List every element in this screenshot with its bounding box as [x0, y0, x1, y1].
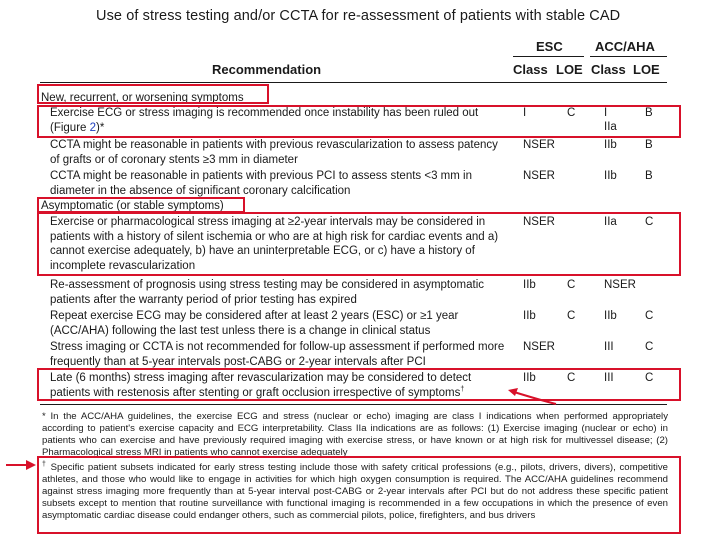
esc-class: IIb [523, 279, 536, 291]
arrow-to-footnote-icon [4, 458, 38, 472]
acc-loe: C [645, 372, 654, 384]
acc-loe: B [645, 107, 653, 119]
table-row: Stress imaging or CCTA is not recommended for follow-up assessment if performed more frequently than at 5-year intervals post-CABG or 2-year intervals after PCI [50, 341, 505, 368]
esc-loe: C [567, 310, 576, 322]
esc-loe: C [567, 372, 576, 384]
esc-class: IIb [523, 310, 536, 322]
acc-loe: C [645, 216, 654, 228]
highlight-row-stress-imaging [37, 212, 681, 276]
row-text: Late (6 months) stress imaging after revascularization may be considered to detect patients with restenosis after stenting or graft occlusion irrespective of symptoms [50, 372, 472, 399]
arrow-to-dagger-icon [500, 384, 560, 408]
esc-header: ESC [536, 39, 563, 54]
header-bottom-rule [40, 82, 667, 83]
esc-loe: C [567, 107, 576, 119]
esc-class: I [523, 107, 527, 119]
table-row: Re-assessment of prognosis using stress testing may be considered in asymptomatic patients after the warranty period of prior testing has expired [50, 279, 485, 306]
esc-class: NSER [523, 216, 555, 228]
esc-class: NSER [523, 139, 555, 151]
acc-loe: C [645, 341, 654, 353]
footnote-asterisk: * In the ACC/AHA guidelines, the exercise ECG and stress (nuclear or echo) imaging are class I indications when performed appropriately according to patient's exercise capacity and ECG interpretability. Class IIa indications are as follows: (1) Exercise imaging (nuclear or echo) in patients who can exercise and have previously required imaging with exercise stress, or have known or at high risk for multivessel disease; (2) Pharmacological stress MRI in patients who cannot exercise adequately [42, 411, 668, 456]
acc-class-header: Class [591, 62, 626, 77]
recommendation-header: Recommendation [212, 62, 322, 77]
esc-class: NSER [523, 341, 555, 353]
table-row: CCTA might be reasonable in patients with previous revascularization to assess patency of grafts or of coronary stents ≥3 mm in diameter [50, 139, 498, 166]
highlight-row-exercise-ecg [37, 105, 681, 138]
highlight-section-new-symptoms [37, 84, 269, 104]
acc-class: NSER [604, 279, 636, 291]
acc-class: III [604, 341, 614, 353]
esc-loe-header: LOE [556, 62, 583, 77]
row-text: (Figure [50, 121, 90, 134]
table-row: Exercise or pharmacological stress imaging at ≥2-year intervals may be considered in patients with a history of silent ischemia or who are at high risk for cardiac events and a) cannot exercise adequately, b) have an uninterpretable ECG, or c) have a history of incomplete revascularization [50, 216, 499, 272]
dagger-mark: † [460, 385, 465, 393]
footnote-dagger-mark: † [42, 460, 47, 468]
acc-class: III [604, 372, 614, 384]
esc-loe: C [567, 279, 576, 291]
acc-loe: C [645, 310, 654, 322]
acc-class: IIb [604, 310, 617, 322]
footnote-dagger: † Specific patient subsets indicated for early stress testing include those with safety critical professions (e.g., pilots, drivers, divers), competitive athletes, and those who would like to engage in activities for which high oxygen consumption is required. The ACC/AHA guidelines recommend against stress imaging more frequently than at 5-year interval post-CABG or 2-year intervals after PCI but do not address these specific patient subsets except to mention that routine surveillance with functional imaging is recommended in a few occupations in which the presence of even asymptomatic cardiac disease could endanger others, such as commercial pilots, police, firefighters, and bus drivers [42, 460, 668, 521]
section-new-symptoms: New, recurrent, or worsening symptoms [41, 92, 244, 104]
table-row: Repeat exercise ECG may be considered after at least 2 years (ESC) or ≥1 year (ACC/AHA) following the last test unless there is a change in clinical status [50, 310, 459, 337]
acc-loe: B [645, 139, 653, 151]
acc-class: IIb [604, 139, 617, 151]
esc-class: NSER [523, 170, 555, 182]
acc-class-2: IIa [604, 121, 617, 133]
esc-class: IIb [523, 372, 536, 384]
acc-aha-header: ACC/AHA [595, 39, 655, 54]
figure-link[interactable]: 2 [89, 121, 97, 134]
acc-loe: B [645, 170, 653, 182]
acc-class: I [604, 107, 608, 119]
section-asymptomatic: Asymptomatic (or stable symptoms) [41, 200, 224, 212]
highlight-section-asymptomatic [37, 197, 245, 213]
row-text: Exercise ECG or stress imaging is recommended once instability has been ruled out [50, 107, 479, 119]
esc-underline [513, 56, 584, 57]
highlight-footnote-dagger [37, 456, 681, 534]
row-text: )* [96, 121, 105, 134]
table-title: Use of stress testing and/or CCTA for re-assessment of patients with stable CAD [96, 8, 621, 24]
acc-loe-header: LOE [633, 62, 660, 77]
acc-class: IIa [604, 216, 617, 228]
acc-aha-underline [590, 56, 667, 57]
highlight-row-late-imaging [37, 368, 681, 401]
acc-class: IIb [604, 170, 617, 182]
esc-class-header: Class [513, 62, 548, 77]
table-row: CCTA might be reasonable in patients with previous PCI to assess stents <3 mm in diameter in the absence of significant coronary calcification [50, 170, 472, 197]
table-bottom-rule [40, 404, 667, 405]
